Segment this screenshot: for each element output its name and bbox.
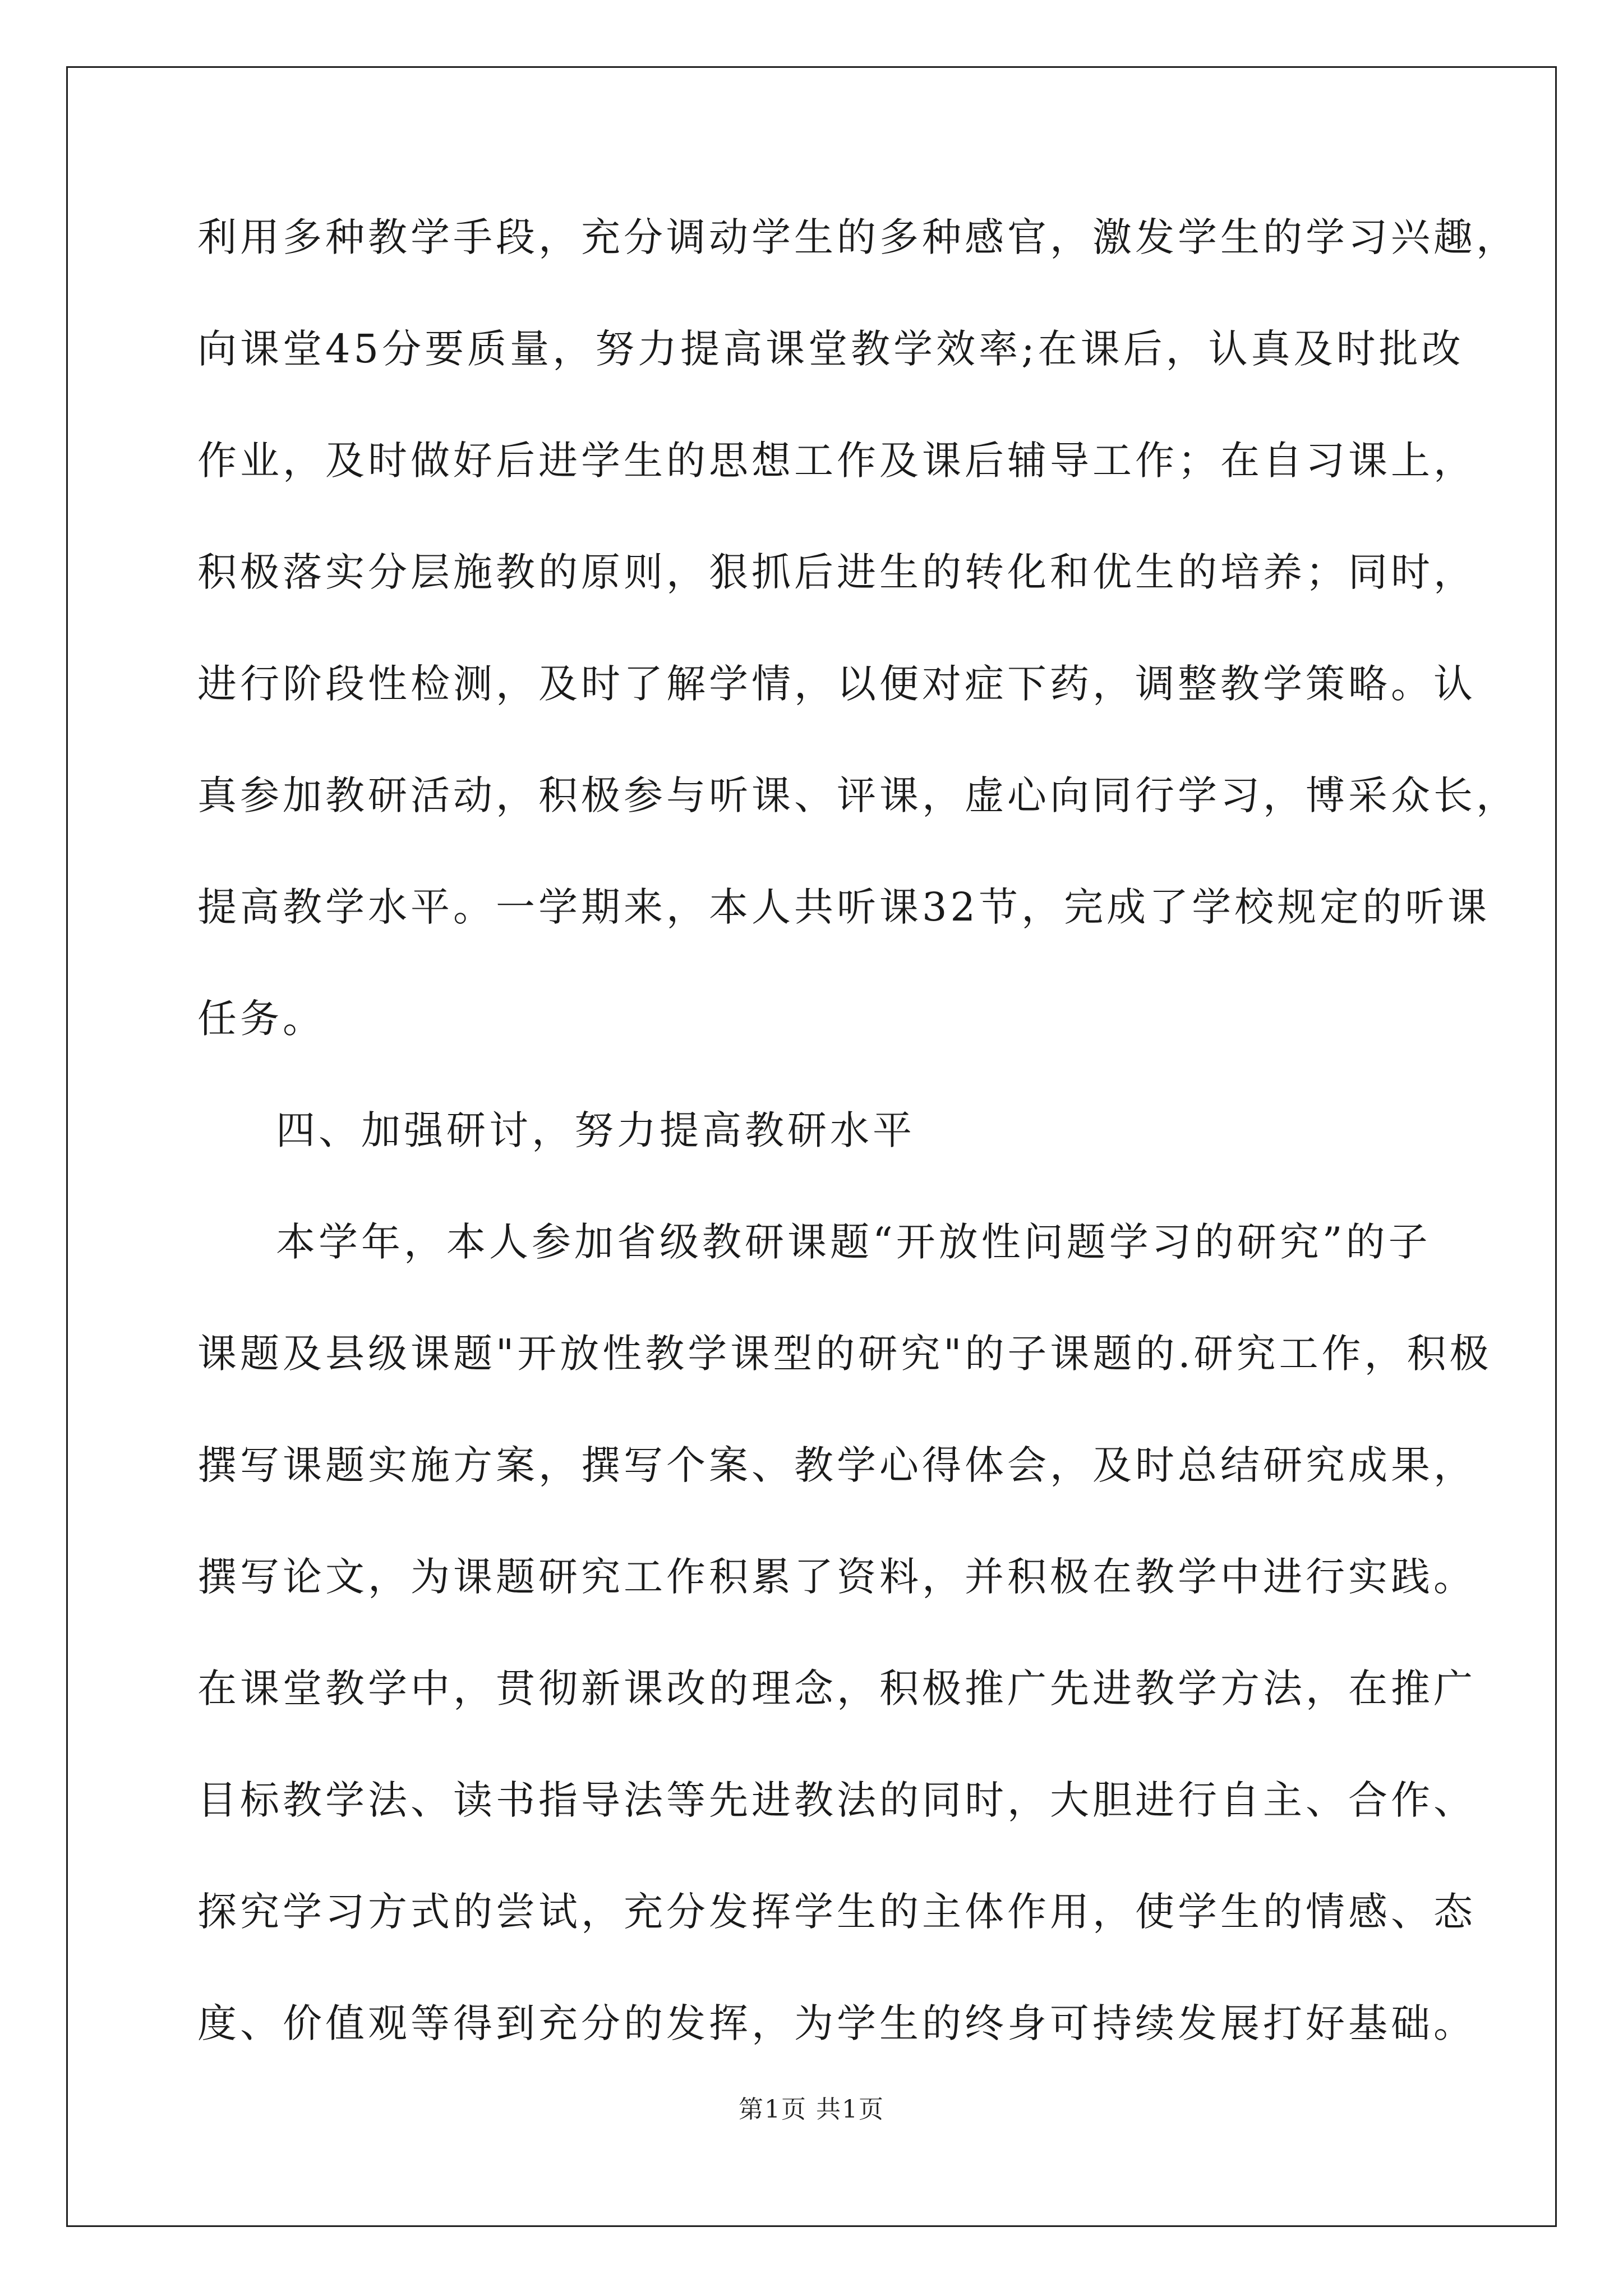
- text-line: 度、价值观等得到充分的发挥，为学生的终身可持续发展打好基础。: [197, 2000, 1476, 2046]
- text-line: 本学年，本人参加省级教研课题“开放性问题学习的研究”的子: [276, 1219, 1431, 1265]
- text-line: 进行阶段性检测，及时了解学情，以便对症下药，调整教学策略。认: [197, 661, 1476, 707]
- text-line: 提高教学水平。一学期来，本人共听课32节，完成了学校规定的听课: [197, 884, 1491, 930]
- text-line: 向课堂45分要质量，努力提高课堂教学效率;在课后，认真及时批改: [197, 326, 1464, 372]
- text-line: 目标教学法、读书指导法等先进教法的同时，大胆进行自主、合作、: [197, 1777, 1476, 1823]
- text-line: 撰写论文，为课题研究工作积累了资料，并积极在教学中进行实践。: [197, 1554, 1476, 1600]
- text-line: 课题及县级课题"开放性教学课型的研究"的子课题的.研究工作，积极: [197, 1331, 1492, 1377]
- text-line: 在课堂教学中，贯彻新课改的理念，积极推广先进教学方法，在推广: [197, 1665, 1476, 1711]
- text-line: 真参加教研活动，积极参与听课、评课，虚心向同行学习，博采众长，: [197, 772, 1519, 818]
- text-line: 撰写课题实施方案，撰写个案、教学心得体会，及时总结研究成果，: [197, 1442, 1476, 1488]
- text-line: 利用多种教学手段，充分调动学生的多种感官，激发学生的学习兴趣，: [197, 214, 1519, 260]
- section-heading: 四、加强研讨，努力提高教研水平: [276, 1107, 915, 1153]
- text-line: 积极落实分层施教的原则，狠抓后进生的转化和优生的培养；同时，: [197, 549, 1476, 595]
- text-line: 作业，及时做好后进学生的思想工作及课后辅导工作；在自习课上，: [197, 438, 1476, 484]
- text-line: 探究学习方式的尝试，充分发挥学生的主体作用，使学生的情感、态: [197, 1889, 1476, 1935]
- text-line: 任务。: [197, 996, 325, 1042]
- page-number-footer: 第1页 共1页: [739, 2095, 884, 2124]
